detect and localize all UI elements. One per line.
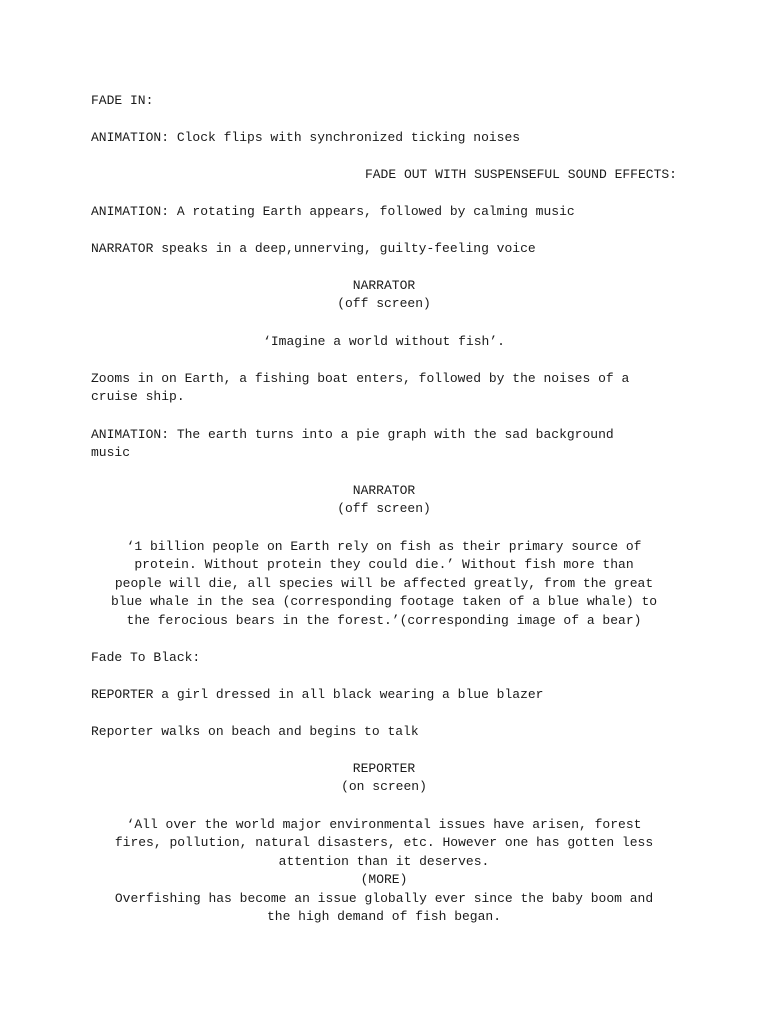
action-clock: ANIMATION: Clock flips with synchronized ticking noises: [91, 130, 521, 145]
action-zoom-line: cruise ship.: [91, 389, 185, 405]
dialogue-line: protein. Without protein they could die.’ Without fish more than: [134, 557, 634, 573]
action-reporter-walks: Reporter walks on beach and begins to talk: [91, 724, 419, 739]
character-name-narrator: NARRATOR: [352, 483, 416, 498]
dialogue-line: the ferocious bears in the forest.’(corresponding image of a bear): [126, 612, 642, 628]
parenthetical-on-screen: (on screen): [341, 779, 427, 795]
dialogue-line: Overfishing has become an issue globally ever since the baby boom and: [114, 890, 654, 906]
action-zoom-line: Zooms in on Earth, a fishing boat enters, followed by the noises of a: [91, 371, 630, 386]
more-marker: (MORE): [360, 872, 408, 888]
fade-to-black-transition: Fade To Black:: [91, 650, 201, 665]
dialogue-line: blue whale in the sea (corresponding footage taken of a blue whale) to: [110, 594, 658, 610]
dialogue-line: people will die, all species will be affected greatly, from the great: [114, 575, 654, 591]
dialogue-line: the high demand of fish began.: [266, 909, 502, 924]
fade-in-transition: FADE IN:: [91, 93, 154, 108]
character-name-reporter: REPORTER: [352, 761, 416, 776]
dialogue-line: attention than it deserves.: [278, 853, 490, 869]
parenthetical-off-screen: (off screen): [337, 501, 431, 517]
action-pie-line: music: [91, 445, 131, 461]
action-pie-line: ANIMATION: The earth turns into a pie graph with the sad background: [91, 427, 614, 442]
dialogue-line: ‘All over the world major environmental issues have arisen, forest: [126, 817, 642, 832]
action-narrator-voice: NARRATOR speaks in a deep,unnerving, guilty-feeling voice: [91, 241, 536, 256]
fade-out-transition: FADE OUT WITH SUSPENSEFUL SOUND EFFECTS:: [364, 167, 677, 182]
dialogue-line: ‘1 billion people on Earth rely on fish as their primary source of: [126, 539, 642, 554]
dialogue-line: ‘Imagine a world without fish’.: [263, 333, 505, 349]
parenthetical-off-screen: (off screen): [337, 296, 431, 312]
dialogue-line: fires, pollution, natural disasters, etc. However one has gotten less: [114, 835, 654, 851]
action-earth: ANIMATION: A rotating Earth appears, followed by calming music: [91, 204, 575, 219]
character-name-narrator: NARRATOR: [352, 278, 416, 293]
action-reporter-intro: REPORTER a girl dressed in all black wearing a blue blazer: [91, 687, 544, 702]
